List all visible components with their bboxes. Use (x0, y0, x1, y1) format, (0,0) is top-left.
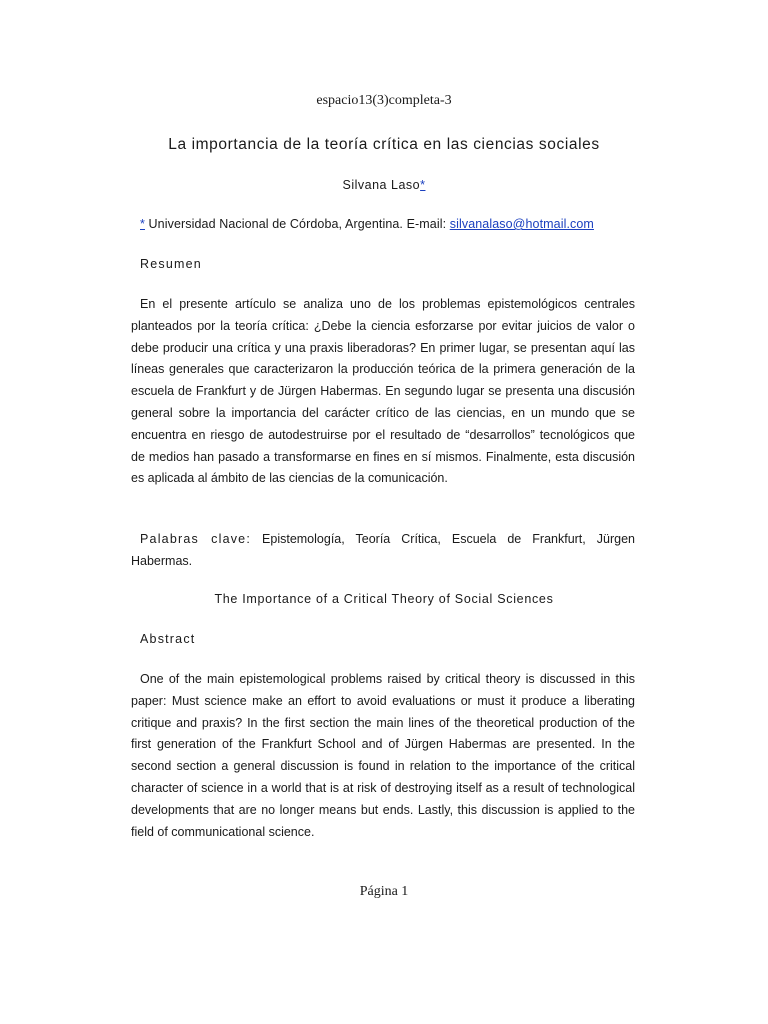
resumen-paragraph: En el presente artículo se analiza uno de los problemas epistemológicos centrales planteados por la teoría crítica: ¿Debe la ciencia esforzarse por evitar juicios de valor o debe producir una crítica y una praxis liberadoras? En primer lugar, se presentan aquí las líneas generales que caracterizaron la producción teórica de la primera generación de la escuela de Frankfurt y de Jürgen Habermas. En segundo lugar se presenta una discusión general sobre la importancia del carácter crítico de las ciencias, en un mundo que se encuentra en riesgo de autodestruirse por el resultado de “desarrollos” tecnológicos que de medios han pasado a transformarse en fines en sí mismos. Finalmente, esta discusión es aplicada al ámbito de las ciencias de la comunicación. (131, 297, 635, 486)
affiliation-note (140, 217, 594, 231)
affiliation-footnote-link[interactable]: * (140, 217, 145, 231)
keywords-label: Palabras clave: (140, 532, 252, 546)
author-name: Silvana Laso (342, 178, 421, 192)
email-link[interactable]: silvanalaso@hotmail.com (449, 217, 594, 231)
resumen-heading: Resumen (140, 257, 202, 271)
affiliation-text: Universidad Nacional de Córdoba, Argentina. E-mail: (144, 217, 450, 231)
author-line (0, 178, 768, 192)
keywords-paragraph (131, 529, 635, 573)
keywords-text: Epistemología, Teoría Crítica, Escuela de Frankfurt, Jürgen Habermas. (131, 532, 635, 568)
english-title: The Importance of a Critical Theory of Social Sciences (214, 592, 554, 606)
abstract-paragraph: One of the main epistemological problems raised by critical theory is discussed in this paper: Must science make an effort to avoid evaluations or must it produce a liberating critique and praxis? In the first section the main lines of the theoretical production of the first generation of the Frankfurt School and of Jürgen Habermas are presented. In the second section a general discussion is found in relation to the importance of the critical character of science in a world that is at risk of destroying itself as a result of technological developments that are no longer means but ends. Lastly, this discussion is applied to the field of communicational science. (131, 672, 635, 839)
page-number: Página 1 (359, 884, 409, 899)
author-footnote-link[interactable]: * (420, 178, 426, 192)
abstract-heading: Abstract (140, 632, 196, 646)
running-head: espacio13(3)completa-3 (316, 93, 452, 108)
article-title: La importancia de la teoría crítica en las ciencias sociales (168, 136, 600, 153)
